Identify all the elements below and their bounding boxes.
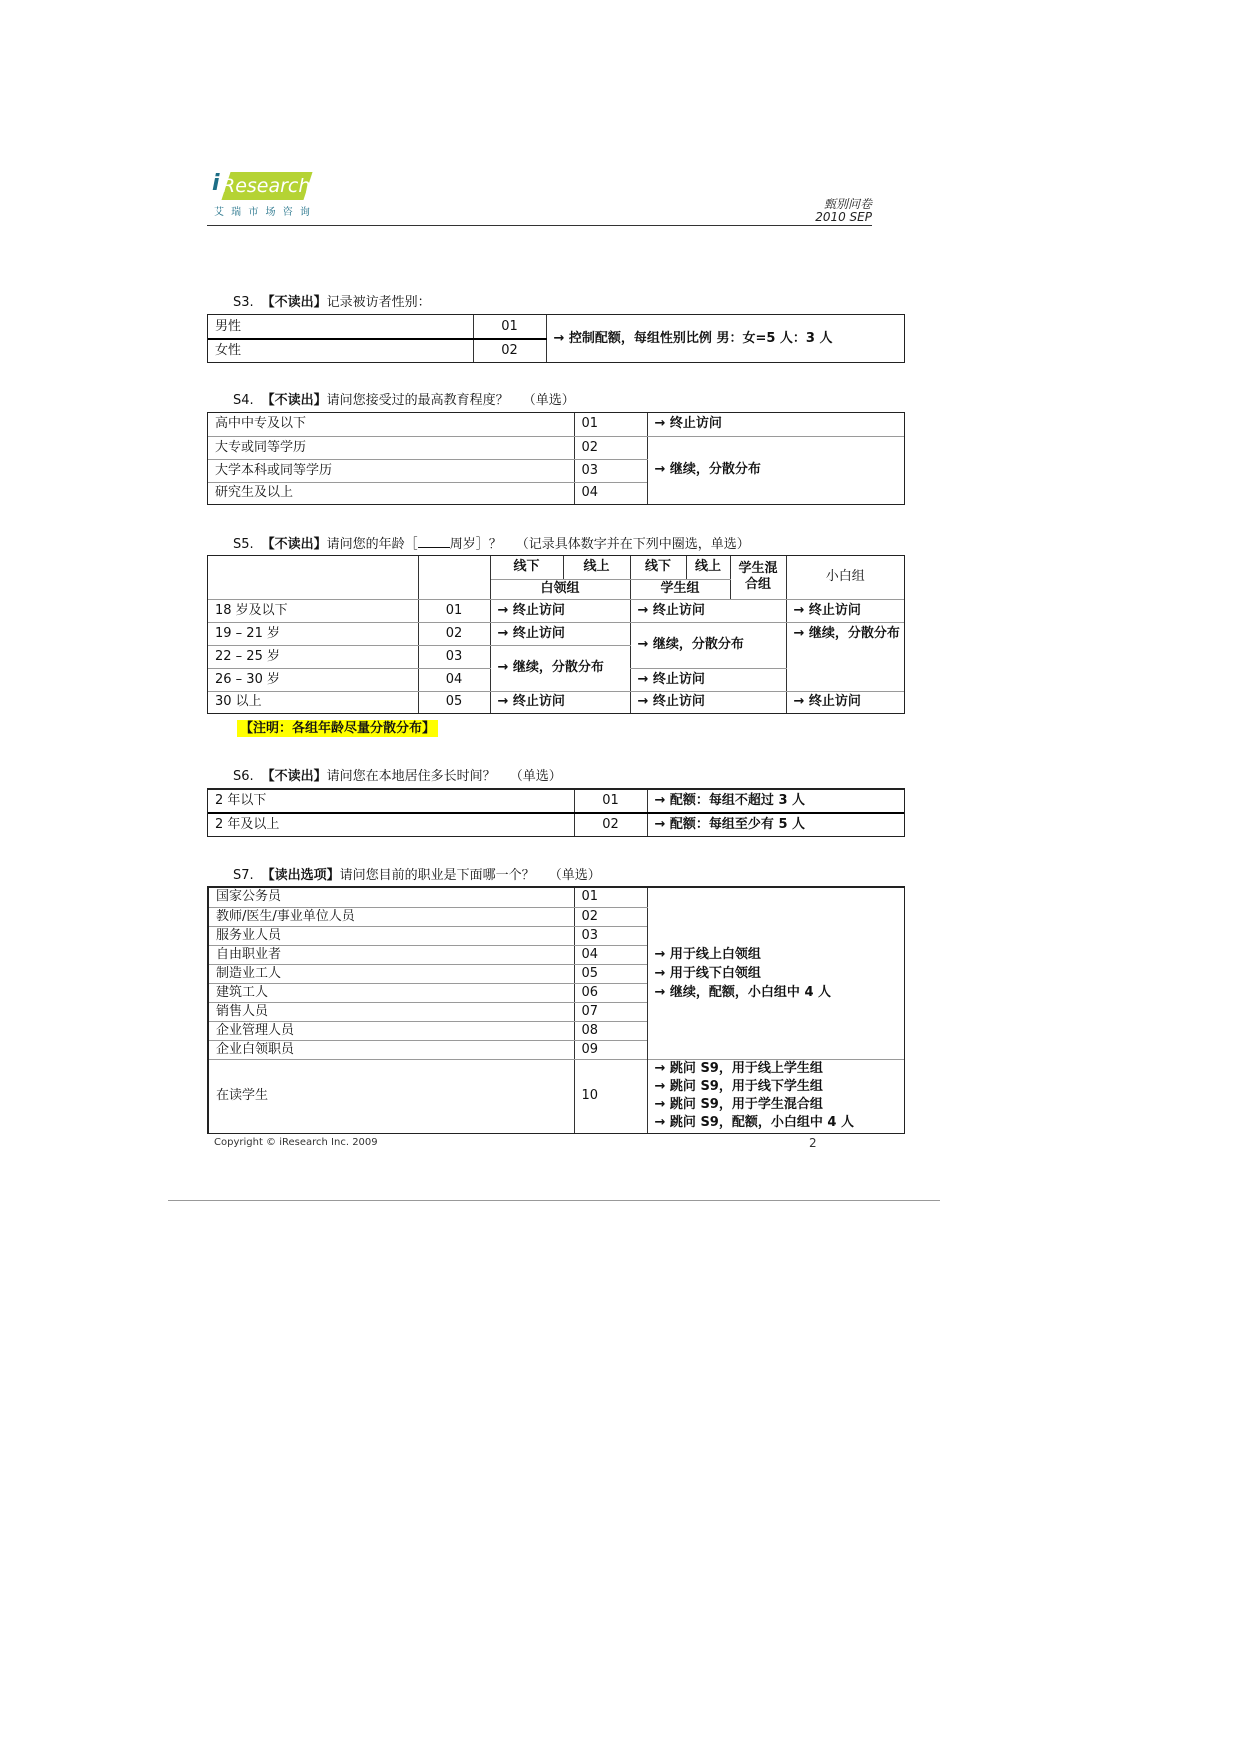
s7-table <box>207 886 905 1134</box>
header-offline: 线下 <box>630 556 686 579</box>
question-number: S4. <box>233 393 254 408</box>
header-newbie-group: 小白组 <box>786 556 904 599</box>
option-label: 高中中专及以下 <box>208 413 574 436</box>
option-code: 04 <box>574 482 647 504</box>
action-line: → 跳问 S9，用于线下学生组 <box>654 1079 823 1095</box>
logo-wordmark: Research <box>222 175 311 197</box>
question-tag: 【不读出】 <box>261 393 327 408</box>
question-tag: 【不读出】 <box>261 537 327 552</box>
option-label: 销售人员 <box>209 1002 574 1021</box>
question-tag: 【不读出】 <box>261 295 327 310</box>
option-label: 2 年及以上 <box>208 813 574 836</box>
age-label: 18 岁及以下 <box>208 599 418 622</box>
s4-table <box>207 412 905 505</box>
student-action: → 终止访问 <box>630 599 786 622</box>
option-label: 2 年以下 <box>208 790 574 813</box>
age-code: 02 <box>418 622 490 645</box>
question-hint: （记录具体数字并在下列中圈选，单选） <box>515 537 750 552</box>
question-text: 请问您目前的职业是下面哪一个？ <box>339 868 535 883</box>
age-code: 05 <box>418 691 490 713</box>
option-code: 04 <box>574 945 647 964</box>
option-code: 08 <box>574 1021 647 1040</box>
header-mixed-group: 学生混合组 <box>730 556 786 599</box>
header-rule <box>207 225 872 226</box>
option-label: 企业白领职员 <box>209 1040 574 1059</box>
option-code: 06 <box>574 983 647 1002</box>
action-line: → 用于线下白领组 <box>654 965 761 981</box>
s5-table <box>207 555 905 714</box>
page-bottom-rule <box>168 1200 940 1201</box>
question-text: 请问您接受过的最高教育程度？ <box>326 393 509 408</box>
question-number: S6. <box>233 769 254 784</box>
age-label: 22 – 25 岁 <box>208 645 418 668</box>
iresearch-logo <box>212 170 316 218</box>
age-label: 19 – 21 岁 <box>208 622 418 645</box>
option-label: 教师/医生/事业单位人员 <box>209 907 574 926</box>
s7-question <box>233 868 601 884</box>
s4-action-continue: → 继续，分散分布 <box>647 436 904 504</box>
s5-question <box>233 535 750 553</box>
option-label: 国家公务员 <box>209 888 574 907</box>
question-hint: （单选） <box>509 769 562 784</box>
student-action: → 继续，分散分布 <box>630 622 786 668</box>
s7-worker-actions <box>647 888 904 1059</box>
option-code: 01 <box>473 315 546 339</box>
newbie-action: → 终止访问 <box>786 599 904 622</box>
s3-action: → 控制配额，每组性别比例 男：女=5 人：3 人 <box>546 315 904 362</box>
s4-question <box>233 393 575 409</box>
action-line: → 跳问 S9，用于线上学生组 <box>654 1061 823 1077</box>
s6-table <box>207 788 905 837</box>
option-label: 制造业工人 <box>209 964 574 983</box>
option-label: 建筑工人 <box>209 983 574 1002</box>
header-blank-cell <box>208 556 418 599</box>
age-code: 04 <box>418 668 490 691</box>
question-tag: 【读出选项】 <box>261 868 340 883</box>
s6-action: → 配额：每组不超过 3 人 <box>647 790 904 813</box>
option-code: 10 <box>574 1059 647 1133</box>
copyright-notice: Copyright © iResearch Inc. 2009 <box>214 1137 378 1148</box>
option-code: 03 <box>574 459 647 482</box>
question-text: 记录被访者性别： <box>326 295 431 310</box>
question-tag: 【不读出】 <box>261 769 327 784</box>
option-label: 男性 <box>208 315 473 339</box>
age-label: 26 – 30 岁 <box>208 668 418 691</box>
white-collar-action: → 终止访问 <box>490 691 630 713</box>
question-text: 请问您在本地居住多长时间？ <box>326 769 496 784</box>
question-number: S7. <box>233 868 254 883</box>
question-text-post: 周岁］？ <box>449 537 502 552</box>
option-code: 02 <box>574 436 647 459</box>
option-label: 研究生及以上 <box>208 482 574 504</box>
logo-letter-i: i <box>212 171 220 196</box>
option-code: 02 <box>574 813 647 836</box>
s4-action-terminate: → 终止访问 <box>647 413 904 436</box>
header-student-group: 学生组 <box>630 579 730 599</box>
option-code: 09 <box>574 1040 647 1059</box>
question-number: S3. <box>233 295 254 310</box>
s7-student-actions <box>647 1059 904 1133</box>
newbie-action: → 终止访问 <box>786 691 904 713</box>
action-line: → 跳问 S9，配额，小白组中 4 人 <box>654 1115 854 1131</box>
option-label: 服务业人员 <box>209 926 574 945</box>
header-blank-cell <box>418 556 490 599</box>
s3-table <box>207 314 905 363</box>
option-code: 05 <box>574 964 647 983</box>
option-label: 企业管理人员 <box>209 1021 574 1040</box>
question-text-pre: 请问您的年龄［ <box>326 537 418 552</box>
white-collar-action: → 终止访问 <box>490 599 630 622</box>
option-code: 01 <box>574 413 647 436</box>
action-line: → 用于线上白领组 <box>654 946 761 962</box>
white-collar-action: → 终止访问 <box>490 622 630 645</box>
header-online: 线上 <box>686 556 730 579</box>
option-code: 02 <box>574 907 647 926</box>
s3-question <box>233 295 431 311</box>
age-blank-field <box>418 535 450 548</box>
page-number: 2 <box>809 1136 817 1150</box>
question-hint: （单选） <box>548 868 601 883</box>
header-offline: 线下 <box>490 556 563 579</box>
option-label: 自由职业者 <box>209 945 574 964</box>
newbie-action: → 继续，分散分布 <box>786 622 904 691</box>
student-action: → 终止访问 <box>630 668 786 691</box>
document-date: 2010 SEP <box>815 210 872 224</box>
logo-chinese-name: 艾 瑞 市 场 咨 询 <box>214 207 312 218</box>
question-hint: （单选） <box>522 393 575 408</box>
s6-action: → 配额：每组至少有 5 人 <box>647 813 904 836</box>
header-online: 线上 <box>563 556 630 579</box>
document-title: 甄别问卷 <box>823 197 872 211</box>
option-label: 在读学生 <box>209 1059 574 1133</box>
age-code: 01 <box>418 599 490 622</box>
white-collar-action: → 继续，分散分布 <box>490 645 630 691</box>
header-white-collar-group: 白领组 <box>490 579 630 599</box>
age-label: 30 以上 <box>208 691 418 713</box>
question-number: S5. <box>233 537 254 552</box>
age-code: 03 <box>418 645 490 668</box>
option-code: 02 <box>473 339 546 362</box>
student-action: → 终止访问 <box>630 691 786 713</box>
option-code: 01 <box>574 888 647 907</box>
option-label: 大专或同等学历 <box>208 436 574 459</box>
s6-question <box>233 769 562 785</box>
highlighted-note: 【注明：各组年龄尽量分散分布】 <box>237 720 438 737</box>
option-label: 大学本科或同等学历 <box>208 459 574 482</box>
action-line: → 跳问 S9，用于学生混合组 <box>654 1097 823 1113</box>
option-code: 03 <box>574 926 647 945</box>
action-line: → 继续，配额，小白组中 4 人 <box>654 984 832 1000</box>
option-label: 女性 <box>208 339 473 362</box>
option-code: 07 <box>574 1002 647 1021</box>
option-code: 01 <box>574 790 647 813</box>
